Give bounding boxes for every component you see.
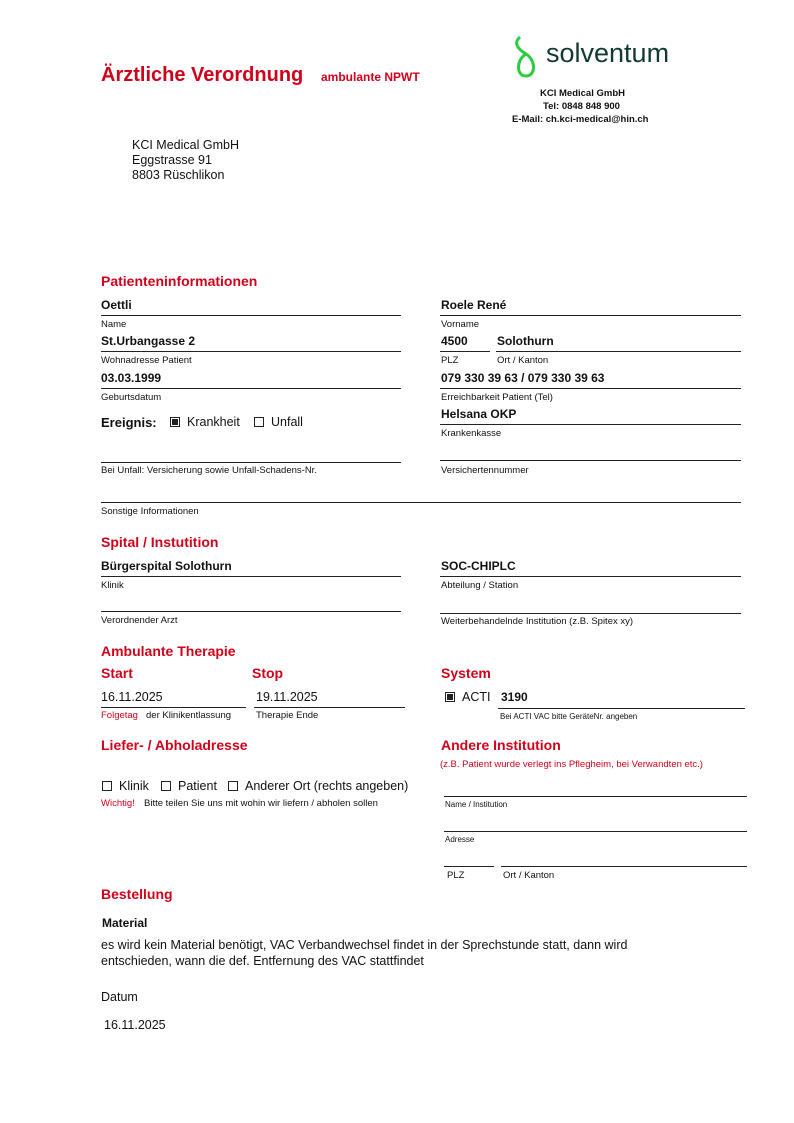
- field-label: Verordnender Arzt: [101, 615, 178, 626]
- company-tel: Tel: 0848 848 900: [543, 101, 620, 112]
- other-plz-field[interactable]: [444, 866, 494, 867]
- clinic-field[interactable]: Bürgerspital Solothurn: [101, 559, 232, 573]
- checkbox-label: Klinik: [119, 779, 149, 793]
- address-field[interactable]: St.Urbangasse 2: [101, 334, 196, 348]
- insurance-field[interactable]: Helsana OKP: [441, 407, 517, 421]
- unfall-checkbox[interactable]: [254, 417, 264, 427]
- start-note: der Klinikentlassung: [146, 710, 232, 721]
- field-label: Geburtsdatum: [101, 392, 162, 403]
- field-label: Krankenkasse: [441, 428, 502, 439]
- accident-field[interactable]: [101, 462, 401, 463]
- date-label: Datum: [101, 990, 138, 1004]
- other-address-field[interactable]: [444, 831, 747, 832]
- checkbox-label: ACTI: [462, 690, 491, 704]
- anderer-ort-checkbox[interactable]: [228, 781, 238, 791]
- field-label: Versichertennummer: [441, 465, 529, 476]
- field-label: Erreichbarkeit Patient (Tel): [441, 392, 553, 403]
- section-heading: Spital / Instutition: [101, 534, 219, 550]
- divider: [440, 315, 741, 316]
- dob-field[interactable]: 03.03.1999: [101, 371, 162, 385]
- stop-date-field[interactable]: 19.11.2025: [256, 690, 318, 704]
- plz-field[interactable]: 4500: [441, 334, 468, 348]
- divider: [498, 708, 745, 709]
- field-label: Wohnadresse Patient: [101, 355, 192, 366]
- field-label: Vorname: [441, 319, 480, 330]
- insured-number-field[interactable]: [440, 460, 741, 461]
- divider: [440, 424, 741, 425]
- form-subtitle: ambulante NPWT: [321, 70, 420, 84]
- klinik-checkbox[interactable]: [102, 781, 112, 791]
- section-heading: Liefer- / Abholadresse: [101, 737, 248, 753]
- divider: [440, 351, 490, 352]
- start-date-field[interactable]: 16.11.2025: [101, 690, 163, 704]
- divider: [101, 576, 401, 577]
- start-label: Start: [101, 665, 133, 681]
- other-note: (z.B. Patient wurde verlegt ins Pflegheim, bei Verwandten etc.): [440, 759, 703, 770]
- form-title: Ärztliche Verordnung: [101, 64, 304, 86]
- important-label: Wichtig!: [101, 798, 135, 809]
- krankheit-checkbox[interactable]: [170, 417, 180, 427]
- company-email: E-Mail: ch.kci-medical@hin.ch: [512, 114, 649, 125]
- divider: [101, 351, 401, 352]
- vorname-field[interactable]: Roele René: [441, 298, 507, 312]
- start-note-red: Folgetag: [101, 710, 138, 721]
- material-label: Material: [102, 916, 148, 930]
- acti-checkbox[interactable]: [445, 692, 455, 702]
- company-name: KCI Medical GmbH: [540, 88, 625, 99]
- field-label: Adresse: [445, 835, 475, 844]
- material-text[interactable]: entschieden, wann die def. Entfernung des VAC stattfindet: [101, 954, 424, 968]
- recipient-line: KCI Medical GmbH: [132, 138, 239, 152]
- field-label: Name / Institution: [445, 800, 508, 809]
- field-label: Klinik: [101, 580, 124, 591]
- doctor-field[interactable]: [101, 611, 401, 612]
- divider: [101, 388, 401, 389]
- divider: [101, 707, 246, 708]
- station-field[interactable]: SOC-CHIPLC: [441, 559, 516, 573]
- divider: [101, 315, 401, 316]
- patient-checkbox[interactable]: [161, 781, 171, 791]
- event-label: Ereignis:: [101, 415, 157, 430]
- field-label: Abteilung / Station: [441, 580, 519, 591]
- divider: [440, 388, 741, 389]
- other-ort-field[interactable]: [501, 866, 747, 867]
- logo-text: solventum: [546, 38, 670, 68]
- checkbox-label: Anderer Ort (rechts angeben): [245, 779, 409, 793]
- date-field[interactable]: 16.11.2025: [104, 1018, 166, 1032]
- divider: [254, 707, 405, 708]
- checkbox-label: Krankheit: [187, 415, 240, 429]
- field-label: PLZ: [441, 355, 459, 366]
- section-heading: Bestellung: [101, 886, 173, 902]
- checkbox-label: Unfall: [271, 415, 303, 429]
- field-label: Ort / Kanton: [503, 870, 555, 881]
- system-label: System: [441, 665, 491, 681]
- other-info-field[interactable]: [101, 502, 741, 503]
- followup-field[interactable]: [440, 613, 741, 614]
- field-label: Name: [101, 319, 127, 330]
- section-heading: Ambulante Therapie: [101, 643, 236, 659]
- field-label: Bei Unfall: Versicherung sowie Unfall-Schadens-Nr.: [101, 465, 317, 476]
- other-name-field[interactable]: [444, 796, 747, 797]
- device-note: Bei ACTI VAC bitte GeräteNr. angeben: [500, 712, 638, 721]
- delivery-note: Bitte teilen Sie uns mit wohin wir liefern / abholen sollen: [144, 798, 378, 809]
- recipient-line: Eggstrasse 91: [132, 153, 212, 167]
- divider: [496, 351, 741, 352]
- stop-note: Therapie Ende: [256, 710, 319, 721]
- stop-label: Stop: [252, 665, 284, 681]
- section-heading: Andere Institution: [441, 737, 561, 753]
- divider: [440, 576, 741, 577]
- field-label: Sonstige Informationen: [101, 506, 199, 517]
- solventum-logo-icon: [510, 34, 542, 80]
- checkbox-label: Patient: [178, 779, 217, 793]
- recipient-line: 8803 Rüschlikon: [132, 168, 225, 182]
- material-text[interactable]: es wird kein Material benötigt, VAC Verbandwechsel findet in der Sprechstunde statt, dann wird: [101, 938, 628, 952]
- field-label: Ort / Kanton: [497, 355, 549, 366]
- field-label: PLZ: [447, 870, 465, 881]
- name-field[interactable]: Oettli: [101, 298, 132, 312]
- field-label: Weiterbehandelnde Institution (z.B. Spitex xy): [441, 616, 634, 627]
- phone-field[interactable]: 079 330 39 63 / 079 330 39 63: [441, 371, 605, 385]
- device-number-field[interactable]: 3190: [501, 690, 528, 704]
- section-heading: Patienteninformationen: [101, 273, 258, 289]
- ort-field[interactable]: Solothurn: [497, 334, 554, 348]
